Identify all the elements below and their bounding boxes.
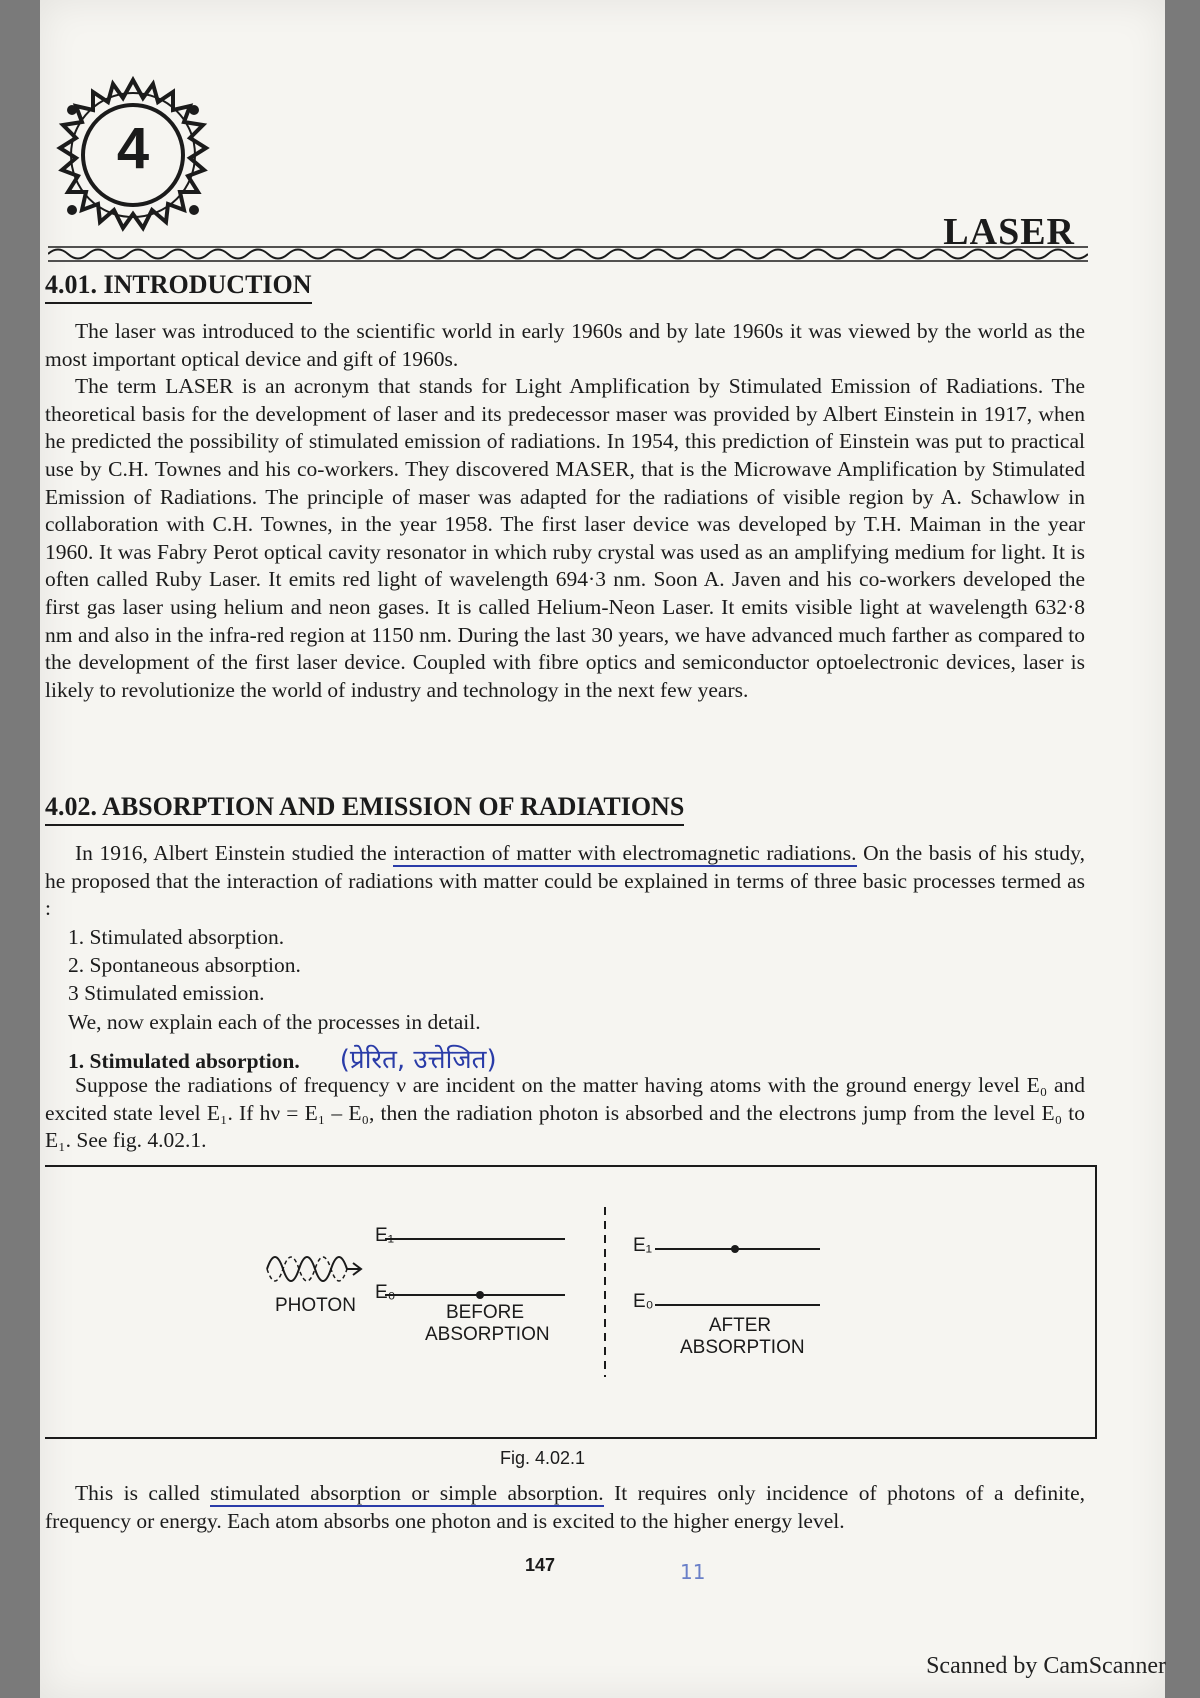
after-e0-label: E₀ [633, 1291, 654, 1312]
before-electron-dot [476, 1291, 484, 1299]
abs-text-start: In 1916, Albert Einstein studied the [75, 841, 394, 865]
scanner-watermark: Scanned by CamScanner [926, 1653, 1166, 1679]
list-item: 1. Stimulated absorption. [68, 925, 285, 949]
intro-paragraph-2: The term LASER is an acronym that stands for Light Amplification by Stimulated Emission of Radiations. The theoretical basis for the development of laser and its predecessor maser was provided by Albert Einstein in 1917, when he predicted the possibility of stimulated emission of radiations. In 1954, this prediction of Einstein was put to practical use by C.H. Townes and his co-workers. They discovered MASER, that is the Microwave Amplification by Stimulated Emission of Radiations. The principle of maser was adapted for the radiations of visible region by A. Schawlow in collaboration with C.H. Townes, in the year 1958. The first laser device was developed by T.H. Maiman in the year 1960. It was Fabry Perot optical cavity resonator in which ruby crystal was used as an amplifying medium for light. It is often called Ruby Laser. It emits red light of wavelength 694·3 nm. Soon A. Javen and his co-workers developed the first gas laser using helium and neon gases. It is called Helium-Neon Laser. It emits visible light at wavelength 632·8 nm and also in the infra-red region at 1150 nm. During the last 30 years, we have advanced much farther as compared to the development of the first laser device. Coupled with fibre optics and semiconductor optoelectronic devices, laser is likely to revolutionize the world of industry and technology in the next few years. [45, 374, 1085, 702]
closing-text [45, 1480, 1085, 1535]
after-label [680, 1315, 805, 1359]
stimulated-paragraph [45, 1072, 1085, 1155]
before-e0-label: E₀ [375, 1282, 396, 1303]
after-label-line-2: ABSORPTION [680, 1337, 805, 1358]
before-e1-label: E₁ [375, 1225, 395, 1246]
photon-arrow-icon [347, 1263, 361, 1275]
sub-heading [68, 1040, 497, 1076]
closing-paragraph [45, 1480, 1085, 1535]
list-item: 3 Stimulated emission. [68, 981, 265, 1005]
introduction-body [45, 318, 1085, 704]
figure-box [45, 1165, 1097, 1439]
abs-text-underlined: interaction of matter with electromagnetic radiations. [393, 841, 857, 865]
energy-level-diagram [45, 1167, 1095, 1437]
hindi-annotation: (प्रेरित, उत्तेजित) [339, 1045, 497, 1075]
before-label [425, 1302, 550, 1346]
photon-label: PHOTON [275, 1295, 356, 1316]
closing-text-end: It requires only incidence of photons of a definite, frequency or energy. Each atom absorbs one photon and is excited to the higher energy level. [45, 1481, 1085, 1533]
stimulated-absorption-heading: 1. Stimulated absorption. [68, 1049, 300, 1073]
document-page [40, 0, 1165, 1698]
chapter-title: LASER [943, 211, 1075, 253]
chapter-number: 4 [116, 116, 150, 181]
handwritten-mark: 11 [680, 1560, 706, 1584]
chapter-emblem [48, 70, 218, 240]
absorption-intro [45, 840, 1085, 923]
absorption-paragraph [45, 840, 1085, 923]
intro-paragraph-1: The laser was introduced to the scientific world in early 1960s and by late 1960s it was viewed by the world as the most important optical device and gift of 1960s. [45, 319, 1085, 371]
closing-text-start: This is called [75, 1481, 211, 1505]
after-e1-label: E₁ [633, 1235, 653, 1256]
page-number: 147 [525, 1555, 556, 1575]
explain-line: We, now explain each of the processes in detail. [68, 1010, 481, 1034]
closing-text-underlined: stimulated absorption or simple absorption. [210, 1481, 604, 1505]
introduction-heading: 4.01. INTRODUCTION [45, 270, 312, 304]
absorption-heading: 4.02. ABSORPTION AND EMISSION OF RADIATIONS [45, 792, 684, 826]
figure-caption: Fig. 4.02.1 [500, 1448, 586, 1468]
stimulated-text: Suppose the radiations of frequency ν are incident on the matter having atoms with the ground energy level E₀ and excited state level E₁. If hν = E₁ – E₀, then the radiation photon is absorbed and the electrons jump from the level E₀ to E₁. See fig. 4.02.1. [45, 1073, 1085, 1153]
before-label-line-1: BEFORE [445, 1302, 525, 1323]
list-item: 2. Spontaneous absorption. [68, 953, 301, 977]
after-electron-dot [731, 1245, 739, 1253]
wave-divider-icon [48, 245, 1088, 263]
after-label-line-1: AFTER [708, 1315, 772, 1336]
abs-text-end: On the basis of his study, he proposed that the interaction of radiations with matter could be explained in terms of three basic processes termed as : [45, 841, 1085, 921]
before-label-line-2: ABSORPTION [425, 1324, 550, 1345]
